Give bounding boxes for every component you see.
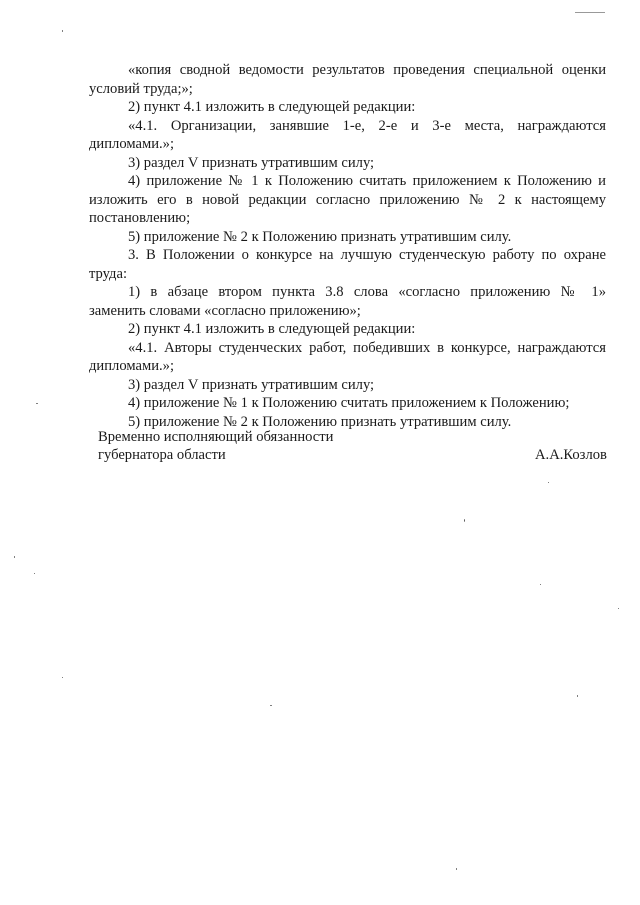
text-line-9: постановлению; bbox=[89, 210, 191, 226]
text-line-1: «копия сводной ведомости результатов проведения специальной оценки bbox=[128, 62, 606, 78]
text-line-18: 3) раздел V признать утратившим силу; bbox=[128, 377, 375, 393]
text-line-19: 4) приложение № 1 к Положению считать приложением к Положению; bbox=[128, 395, 570, 411]
text-line-14: заменить словами «согласно приложению»; bbox=[89, 303, 361, 319]
signatory-title-line-1: Временно исполняющий обязанности bbox=[98, 429, 334, 445]
text-line-15: 2) пункт 4.1 изложить в следующей редакции: bbox=[128, 321, 416, 337]
scan-speck bbox=[14, 556, 15, 558]
text-line-10: 5) приложение № 2 к Положению признать утратившим силу. bbox=[128, 229, 512, 245]
scan-speck bbox=[62, 677, 63, 678]
scan-speck bbox=[270, 705, 272, 706]
signatory-title-line-2: губернатора области bbox=[98, 447, 226, 463]
scan-speck bbox=[575, 12, 605, 13]
scan-speck bbox=[577, 695, 578, 697]
text-line-20: 5) приложение № 2 к Положению признать утратившим силу. bbox=[128, 414, 512, 430]
scan-speck bbox=[36, 403, 38, 404]
text-line-6: 3) раздел V признать утратившим силу; bbox=[128, 155, 375, 171]
scan-speck bbox=[548, 482, 549, 483]
scan-speck bbox=[62, 30, 63, 32]
text-line-17: дипломами.»; bbox=[89, 358, 175, 374]
text-line-5: дипломами.»; bbox=[89, 136, 175, 152]
text-line-4: «4.1. Организации, занявшие 1-е, 2-е и 3-е места, награждаются bbox=[128, 118, 606, 134]
scan-speck bbox=[618, 608, 619, 609]
scan-speck bbox=[456, 868, 457, 870]
text-line-3: 2) пункт 4.1 изложить в следующей редакции: bbox=[128, 99, 416, 115]
text-line-12: труда: bbox=[89, 266, 127, 282]
text-line-2: условий труда;»; bbox=[89, 81, 193, 97]
text-line-7: 4) приложение № 1 к Положению считать приложением к Положению и bbox=[128, 173, 606, 189]
text-line-13: 1) в абзаце втором пункта 3.8 слова «согласно приложению № 1» bbox=[128, 284, 606, 300]
text-line-11: 3. В Положении о конкурсе на лучшую студенческую работу по охране bbox=[128, 247, 606, 263]
text-line-16: «4.1. Авторы студенческих работ, победивших в конкурсе, награждаются bbox=[128, 340, 606, 356]
signatory-name: А.А.Козлов bbox=[535, 447, 607, 463]
text-line-8: изложить его в новой редакции согласно приложению № 2 к настоящему bbox=[89, 192, 606, 208]
scan-speck bbox=[34, 573, 35, 574]
scan-speck bbox=[464, 519, 465, 522]
scan-speck bbox=[540, 584, 541, 585]
